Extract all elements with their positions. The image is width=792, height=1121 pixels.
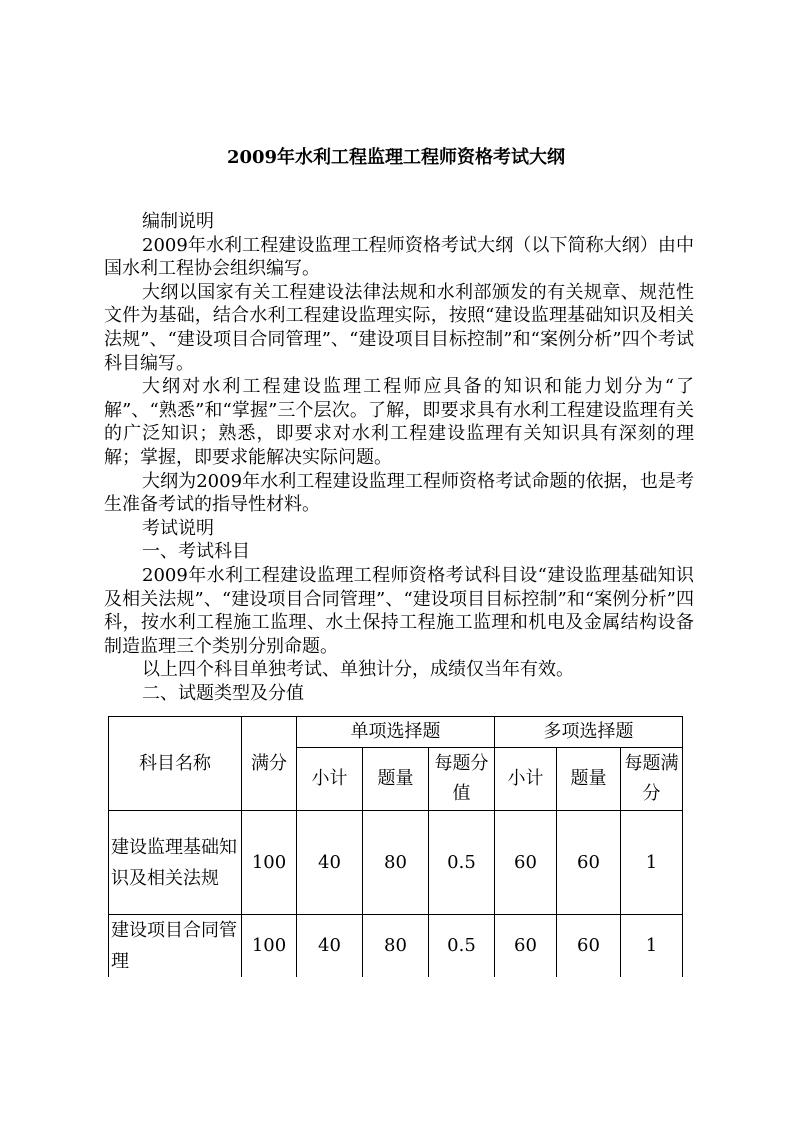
- cell-single-total: 40: [297, 915, 363, 978]
- header-single-each: 每题分值: [429, 748, 495, 811]
- cell-subject: 建设项目合同管理: [109, 915, 242, 978]
- paragraph-exam-notes: 考试说明: [142, 517, 214, 539]
- cell-single-each: 0.5: [429, 915, 495, 978]
- cell-multi-each: 1: [621, 915, 683, 978]
- section-heading-subjects: 一、考试科目: [142, 541, 250, 563]
- cell-single-each: 0.5: [429, 811, 495, 915]
- cell-subject: 建设监理基础知识及相关法规: [109, 811, 242, 915]
- header-multi-count: 题量: [557, 748, 621, 811]
- paragraph-levels: 大纲对水利工程建设监理工程师应具备的知识和能力划分为“了解”、“熟悉”和“掌握”三个层次。了解，即要求具有水利工程建设监理有关的广泛知识；熟悉，即要求对水利工程建设监理有关知识具有深刻的理解；掌握，即要求能解决实际问题。: [104, 376, 694, 468]
- header-single-count: 题量: [363, 748, 429, 811]
- paragraph-basis: 大纲以国家有关工程建设法律法规和水利部颁发的有关规章、规范性文件为基础，结合水利工程建设监理实际，按照“建设监理基础知识及相关法规”、“建设项目合同管理”、“建设项目目标控制”和“案例分析”四个考试科目编写。: [104, 281, 694, 374]
- cell-multi-total: 60: [495, 811, 557, 915]
- paragraph-compile-notes: 编制说明: [142, 211, 214, 232]
- paragraph-intro: 2009年水利工程建设监理工程师资格考试大纲（以下简称大纲）由中国水利工程协会组织编写。: [104, 234, 694, 280]
- page-title: 2009年水利工程监理工程师资格考试大纲: [226, 147, 566, 168]
- header-multi-each: 每题满分: [621, 748, 683, 811]
- section-heading-question-types: 二、试题类型及分值: [142, 682, 304, 704]
- paragraph-subjects: 2009年水利工程建设监理工程师资格考试科目设“建设监理基础知识及相关法规”、“建设项目合同管理”、“建设项目目标控制”和“案例分析”四科，按水利工程施工监理、水土保持工程施工监理和机电及金属结构设备制造监理三个类别分别命题。: [104, 564, 694, 657]
- table-row: [109, 811, 683, 915]
- header-full-score: 满分: [242, 717, 297, 811]
- header-subject: 科目名称: [109, 717, 242, 811]
- cell-single-count: 80: [363, 811, 429, 915]
- header-multi-total: 小计: [495, 748, 557, 811]
- paragraph-scoring: 以上四个科目单独考试、单独计分，成绩仅当年有效。: [142, 659, 574, 681]
- header-multi-choice: 多项选择题: [495, 717, 683, 748]
- cell-single-total: 40: [297, 811, 363, 915]
- header-single-choice: 单项选择题: [297, 717, 495, 748]
- cell-single-count: 80: [363, 915, 429, 978]
- cell-multi-count: 60: [557, 915, 621, 978]
- cell-multi-total: 60: [495, 915, 557, 978]
- header-single-total: 小计: [297, 748, 363, 811]
- cell-full-score: 100: [242, 915, 297, 978]
- cell-multi-each: 1: [621, 811, 683, 915]
- score-table: [108, 716, 683, 977]
- body-text: [104, 210, 694, 705]
- cell-multi-count: 60: [557, 811, 621, 915]
- table-row: [109, 915, 683, 978]
- cell-full-score: 100: [242, 811, 297, 915]
- paragraph-purpose: 大纲为2009年水利工程建设监理工程师资格考试命题的依据，也是考生准备考试的指导性材料。: [104, 470, 694, 516]
